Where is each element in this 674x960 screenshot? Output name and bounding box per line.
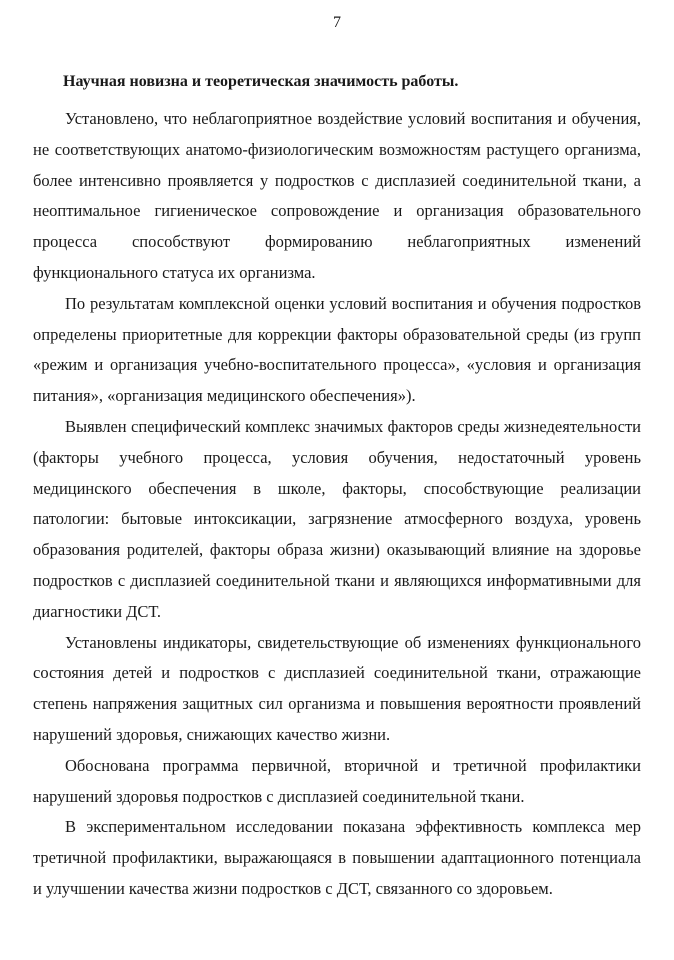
paragraph-4: Установлены индикаторы, свидетельствующие об изменениях функционального состояния детей и подростков с дисплазией соединительной ткани, отражающие степень напряжения защитных сил организма и повышения вероятности проявлений нарушений здоровья, снижающих качество жизни. — [33, 632, 641, 744]
page-number: 7 — [333, 14, 341, 31]
page-content — [33, 66, 641, 905]
section-heading: Научная новизна и теоретическая значимость работы. — [63, 73, 459, 90]
paragraph-2: По результатам комплексной оценки условий воспитания и обучения подростков определены приоритетные для коррекции факторы образовательной среды (из групп «режим и организация учебно-воспитательного процесса», «условия и организация питания», «организация медицинского обеспечения»). — [33, 293, 641, 406]
paragraph-3: Выявлен специфический комплекс значимых факторов среды жизнедеятельности (факторы учебного процесса, условия обучения, недостаточный уровень медицинского обеспечения в школе, факторы, способствующие реализации патологии: бытовые интоксикации, загрязнение атмосферного воздуха, уровень образования родителей, факторы образа жизни) оказывающий влияние на здоровье подростков с дисплазией соединительной ткани и являющихся информативными для диагностики ДСТ. — [33, 416, 641, 621]
paragraph-6: В экспериментальном исследовании показана эффективность комплекса мер третичной профилактики, выражающаяся в повышении адаптационного потенциала и улучшении качества жизни подростков с ДСТ, связанного со здоровьем. — [33, 817, 641, 898]
paragraph-1: Установлено, что неблагоприятное воздействие условий воспитания и обучения, не соответствующих анатомо-физиологическим возможностям растущего организма, более интенсивно проявляется у подростков с дисплазией соединительной ткани, а неоптимальное гигиеническое сопровождение и организация образовательного процесса способствуют формированию неблагоприятных изменений функционального статуса их организма. — [33, 109, 641, 282]
paragraph-5: Обоснована программа первичной, вторичной и третичной профилактики нарушений здоровья подростков с дисплазией соединительной ткани. — [33, 755, 641, 806]
